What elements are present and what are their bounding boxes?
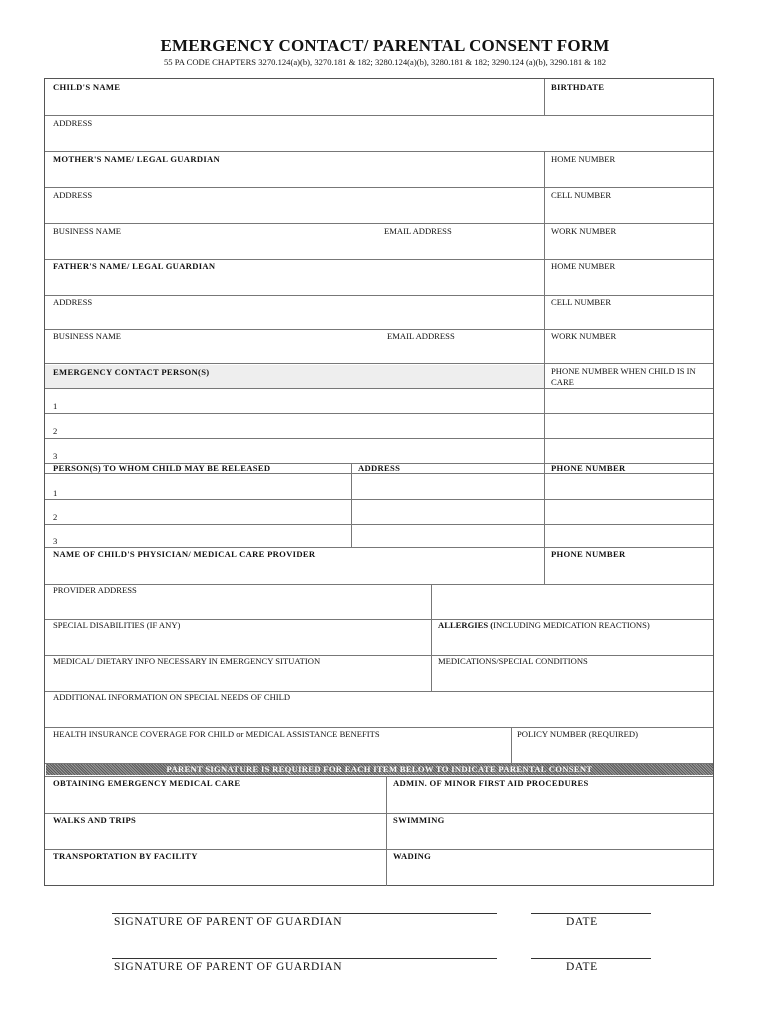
- wading-label: WADING: [393, 851, 432, 861]
- date-label-1: DATE: [566, 916, 598, 928]
- emergency-row-2: 2: [53, 426, 58, 436]
- release-address-label: ADDRESS: [358, 463, 401, 473]
- provider-address-label: PROVIDER ADDRESS: [53, 585, 137, 595]
- physician-phone-label: PHONE NUMBER: [551, 549, 626, 559]
- emergency-row-1: 1: [53, 401, 58, 411]
- release-row-1: 1: [53, 488, 58, 498]
- first-aid-label: ADMIN. OF MINOR FIRST AID PROCEDURES: [393, 778, 589, 788]
- emergency-contact-heading: EMERGENCY CONTACT PERSON(S): [53, 367, 210, 377]
- emergency-care-label: OBTAINING EMERGENCY MEDICAL CARE: [53, 778, 241, 788]
- signature-label-2: SIGNATURE OF PARENT OF GUARDIAN: [114, 961, 343, 973]
- medications-label: MEDICATIONS/SPECIAL CONDITIONS: [438, 656, 588, 666]
- transportation-label: TRANSPORTATION BY FACILITY: [53, 851, 198, 861]
- mother-home-label: HOME NUMBER: [551, 154, 616, 164]
- emergency-row-3: 3: [53, 451, 58, 461]
- father-address-label: ADDRESS: [53, 297, 93, 307]
- release-row-2: 2: [53, 512, 58, 522]
- mother-address-label: ADDRESS: [53, 190, 93, 200]
- father-cell-label: CELL NUMBER: [551, 297, 612, 307]
- father-work-label: WORK NUMBER: [551, 331, 617, 341]
- child-address-label: ADDRESS: [53, 118, 93, 128]
- date-line-1[interactable]: [531, 913, 651, 914]
- disabilities-label: SPECIAL DISABILITIES (IF ANY): [53, 620, 181, 630]
- release-row-3: 3: [53, 536, 58, 546]
- policy-number-label: POLICY NUMBER (REQUIRED): [517, 729, 638, 739]
- child-name-label: CHILD'S NAME: [53, 82, 121, 92]
- form-title: EMERGENCY CONTACT/ PARENTAL CONSENT FORM: [160, 36, 610, 55]
- father-email-label: EMAIL ADDRESS: [387, 331, 455, 341]
- mother-business-label: BUSINESS NAME: [53, 226, 122, 236]
- signature-line-2[interactable]: [112, 958, 497, 959]
- birthdate-label: BIRTHDATE: [551, 82, 605, 92]
- swimming-label: SWIMMING: [393, 815, 445, 825]
- date-label-2: DATE: [566, 961, 598, 973]
- father-name-label: FATHER'S NAME/ LEGAL GUARDIAN: [53, 261, 216, 271]
- consent-form-grid: [44, 78, 714, 886]
- father-home-label: HOME NUMBER: [551, 261, 616, 271]
- dietary-info-label: MEDICAL/ DIETARY INFO NECESSARY IN EMERGENCY SITUATION: [53, 656, 321, 666]
- signature-line-1[interactable]: [112, 913, 497, 914]
- mother-work-label: WORK NUMBER: [551, 226, 617, 236]
- release-phone-label: PHONE NUMBER: [551, 463, 626, 473]
- date-line-2[interactable]: [531, 958, 651, 959]
- insurance-label: HEALTH INSURANCE COVERAGE FOR CHILD or MEDICAL ASSISTANCE BENEFITS: [53, 729, 380, 739]
- emergency-phone-label: PHONE NUMBER WHEN CHILD IS IN CARE: [551, 366, 696, 387]
- allergies-label: [438, 620, 650, 631]
- walks-trips-label: WALKS AND TRIPS: [53, 815, 137, 825]
- allergies-label-bold: ALLERGIES (: [438, 620, 494, 630]
- father-business-label: BUSINESS NAME: [53, 331, 122, 341]
- mother-name-label: MOTHER'S NAME/ LEGAL GUARDIAN: [53, 154, 220, 164]
- physician-name-label: NAME OF CHILD'S PHYSICIAN/ MEDICAL CARE PROVIDER: [53, 549, 316, 559]
- release-heading: PERSON(S) TO WHOM CHILD MAY BE RELEASED: [53, 463, 271, 473]
- parent-signature-banner: PARENT SIGNATURE IS REQUIRED FOR EACH ITEM BELOW TO INDICATE PARENTAL CONSENT: [46, 764, 713, 775]
- form-subtitle: 55 PA CODE CHAPTERS 3270.124(a)(b), 3270.181 & 182; 3280.124(a)(b), 3280.181 & 182; 3290.124 (a)(b), 3290.181 & 182: [164, 57, 606, 67]
- allergies-label-rest: INCLUDING MEDICATION REACTIONS): [493, 620, 650, 630]
- mother-email-label: EMAIL ADDRESS: [384, 226, 452, 236]
- mother-cell-label: CELL NUMBER: [551, 190, 612, 200]
- additional-info-label: ADDITIONAL INFORMATION ON SPECIAL NEEDS OF CHILD: [53, 692, 291, 702]
- signature-label-1: SIGNATURE OF PARENT OF GUARDIAN: [114, 916, 343, 928]
